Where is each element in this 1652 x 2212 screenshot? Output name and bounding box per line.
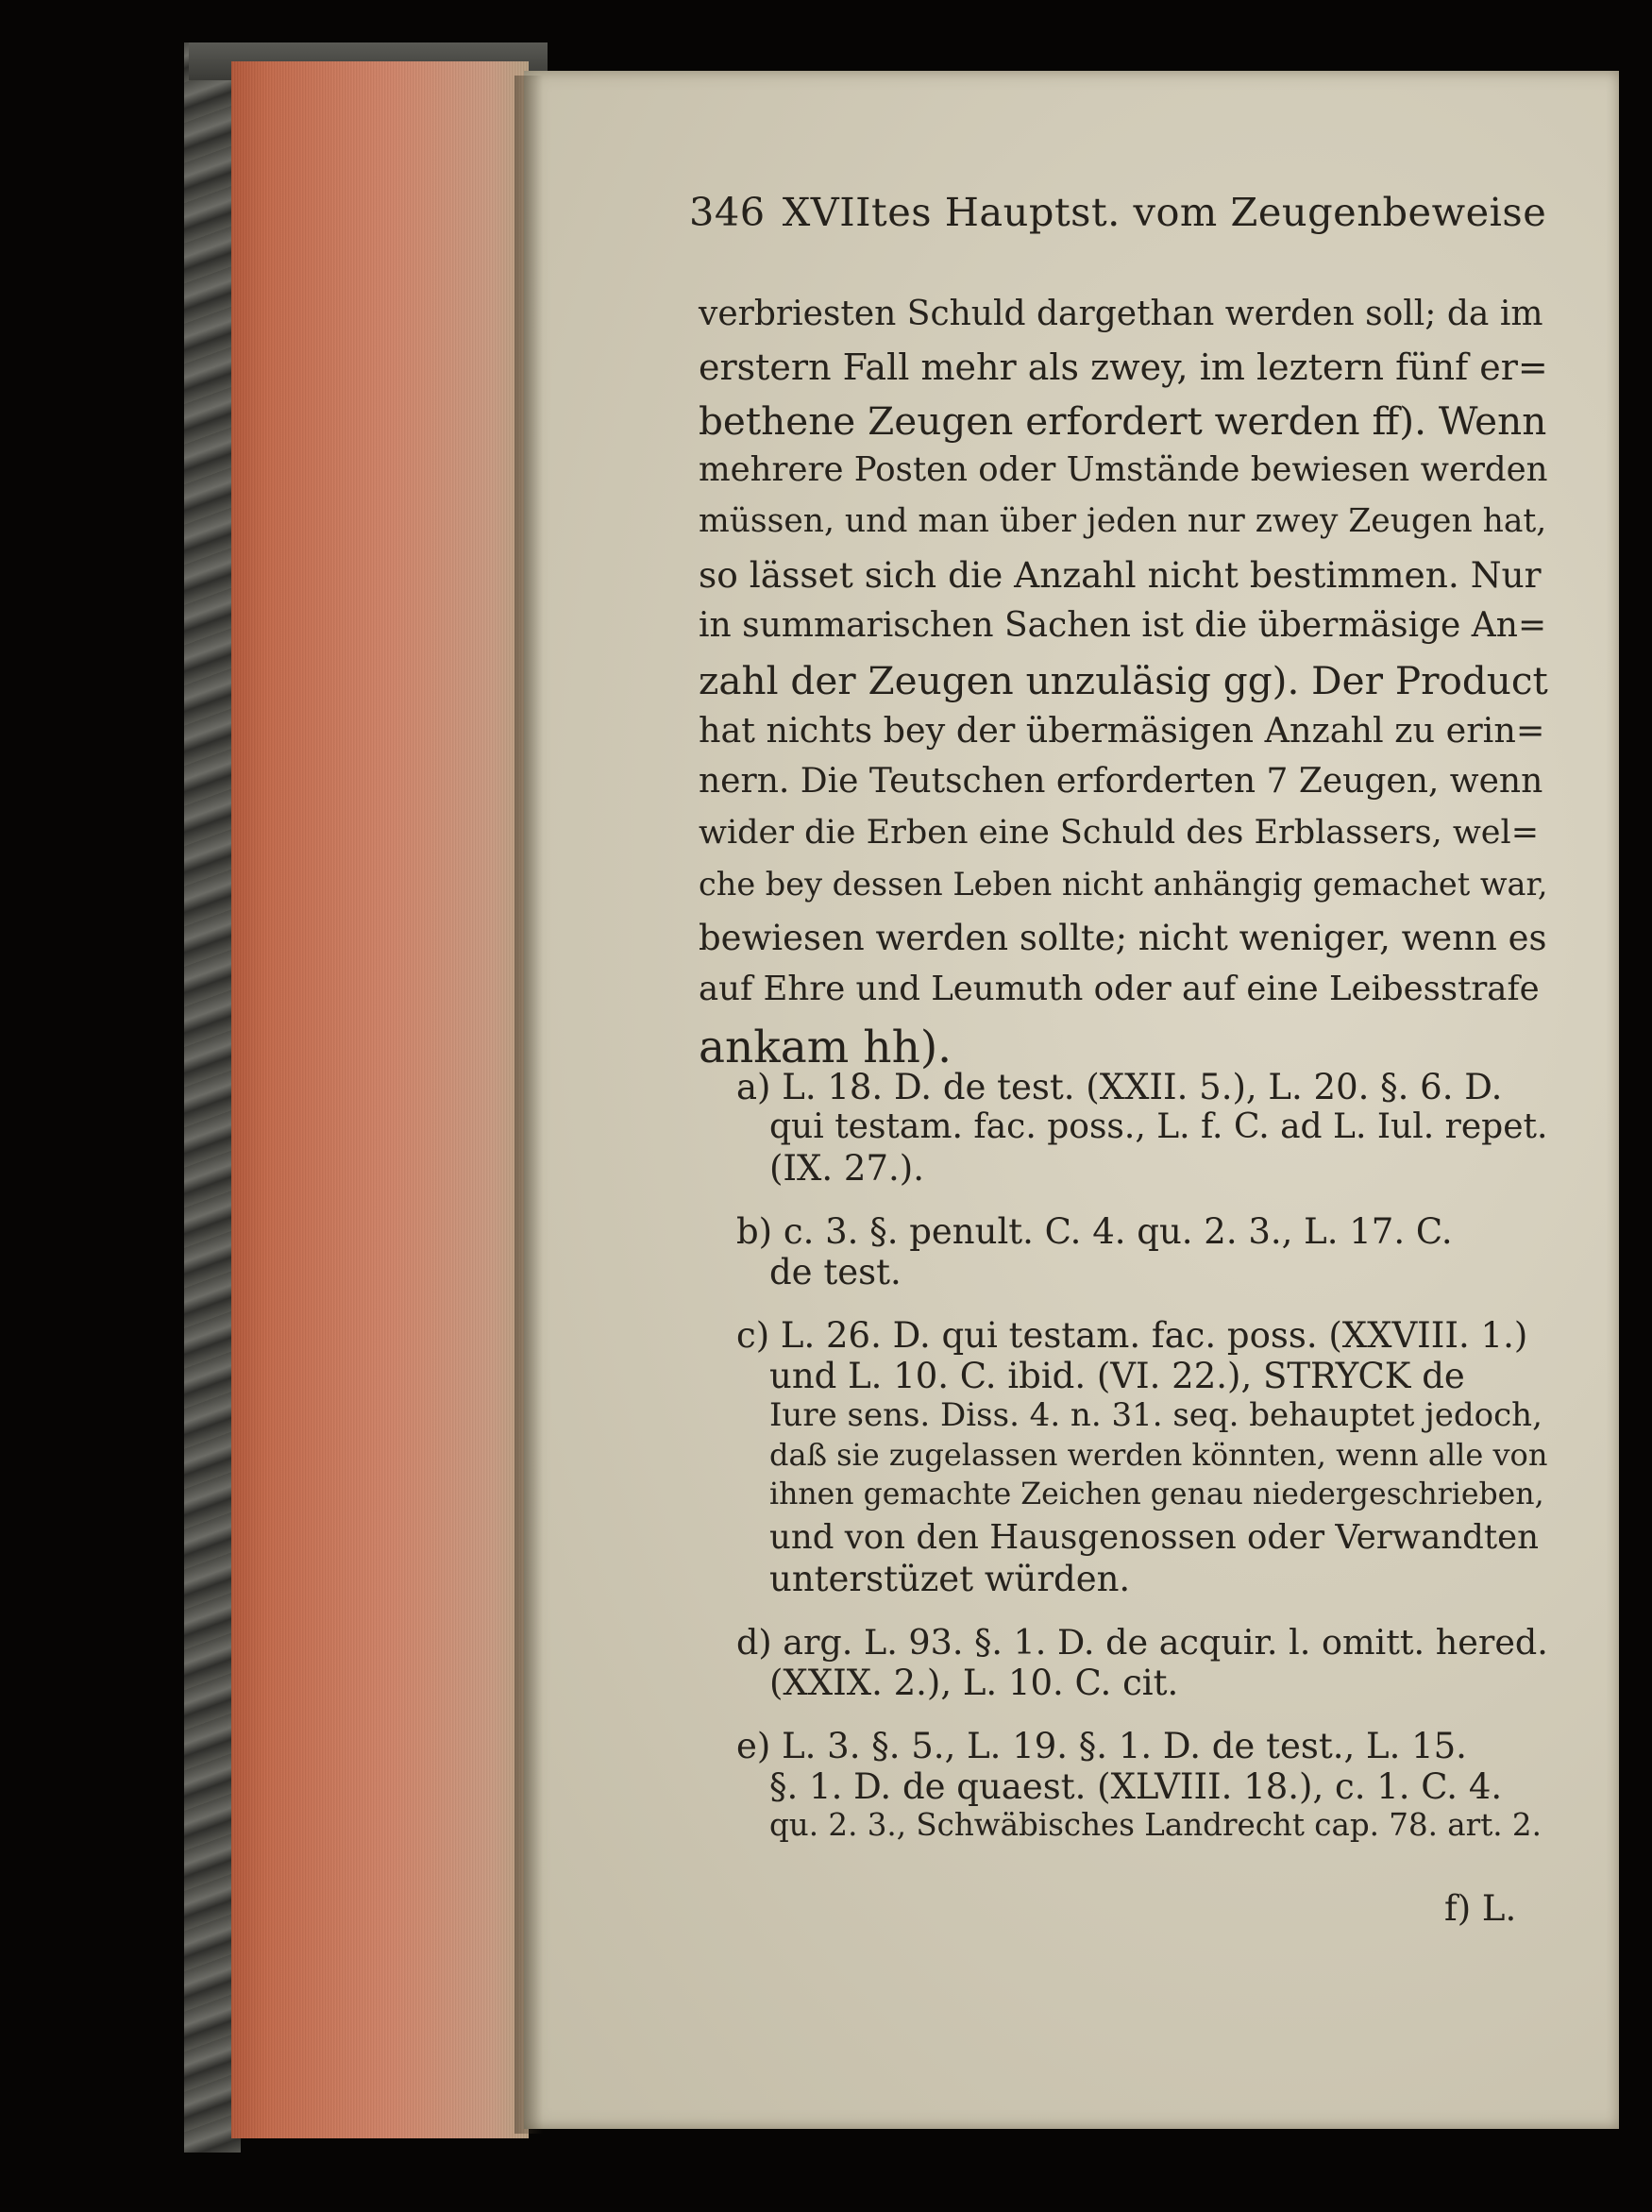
footnote-e-line: e) L. 3. §. 5., L. 19. §. 1. D. de test., L. 15. (736, 1726, 1467, 1766)
footnote-a-line: (IX. 27.). (769, 1148, 924, 1189)
footnote-c-line: daß sie zugelassen werden könnten, wenn alle von (769, 1437, 1548, 1473)
footnote-d-line: d) arg. L. 93. §. 1. D. de acquir. l. omitt. hered. (736, 1622, 1548, 1663)
body-line: so lässet sich die Anzahl nicht bestimmen. Nur (699, 554, 1542, 596)
footnote-e-line: §. 1. D. de quaest. (XLVIII. 18.), c. 1. C. 4. (769, 1766, 1503, 1807)
body-line: ankam hh). (699, 1022, 952, 1073)
footnote-c-line: ihnen gemachte Zeichen genau niedergeschrieben, (769, 1477, 1544, 1511)
running-header (689, 189, 1546, 235)
body-line: che bey dessen Leben nicht anhängig gemachet war, (699, 866, 1548, 903)
footnote-c-line: und L. 10. C. ibid. (VI. 22.), STRYCK de (769, 1356, 1465, 1396)
footnote-d-line: (XXIX. 2.), L. 10. C. cit. (769, 1663, 1179, 1703)
body-line: bethene Zeugen erfordert werden ff). Wenn (699, 398, 1547, 444)
footnote-c-line: und von den Hausgenossen oder Verwandten (769, 1518, 1539, 1557)
body-line: mehrere Posten oder Umstände bewiesen werden (699, 450, 1548, 489)
body-line: bewiesen werden sollte; nicht weniger, wenn es (699, 918, 1547, 958)
footnote-c-line: unterstüzet würden. (769, 1559, 1131, 1599)
footnote-b-line: de test. (769, 1252, 902, 1292)
catchword: f) L. (1444, 1888, 1517, 1929)
body-line: müssen, und man über jeden nur zwey Zeugen hat, (699, 502, 1547, 540)
footnote-b-line: b) c. 3. §. penult. C. 4. qu. 2. 3., L. 17. C. (736, 1211, 1453, 1252)
body-line: verbriesten Schuld dargethan werden soll; da im (699, 295, 1543, 333)
footnote-c-line: c) L. 26. D. qui testam. fac. poss. (XXVIII. 1.) (736, 1315, 1528, 1356)
body-line: wider die Erben eine Schuld des Erblassers, wel= (699, 814, 1540, 852)
footnote-c-line: Iure sens. Diss. 4. n. 31. seq. behauptet jedoch, (769, 1396, 1542, 1434)
page-gutter-shadow (514, 76, 543, 2134)
page-number: 346 (689, 189, 766, 235)
footnote-e-line: qu. 2. 3., Schwäbisches Landrecht cap. 78. art. 2. (769, 1807, 1542, 1843)
body-line: erstern Fall mehr als zwey, im leztern fünf er= (699, 346, 1548, 388)
footnote-a-line: qui testam. fac. poss., L. f. C. ad L. Iul. repet. (769, 1107, 1548, 1146)
body-line: nern. Die Teutschen erforderten 7 Zeugen, wenn (699, 762, 1543, 801)
body-line: auf Ehre und Leumuth oder auf eine Leibesstrafe (699, 970, 1540, 1008)
body-line: hat nichts bey der übermäsigen Anzahl zu erin= (699, 710, 1545, 751)
page-edges (231, 61, 529, 2138)
body-line: zahl der Zeugen unzuläsig gg). Der Product (699, 658, 1548, 703)
footnote-a-line: a) L. 18. D. de test. (XXII. 5.), L. 20. §. 6. D. (736, 1067, 1503, 1107)
header-title: XVIItes Hauptst. vom Zeugenbeweise (782, 189, 1547, 235)
body-line: in summarischen Sachen ist die übermäsige An= (699, 606, 1547, 645)
